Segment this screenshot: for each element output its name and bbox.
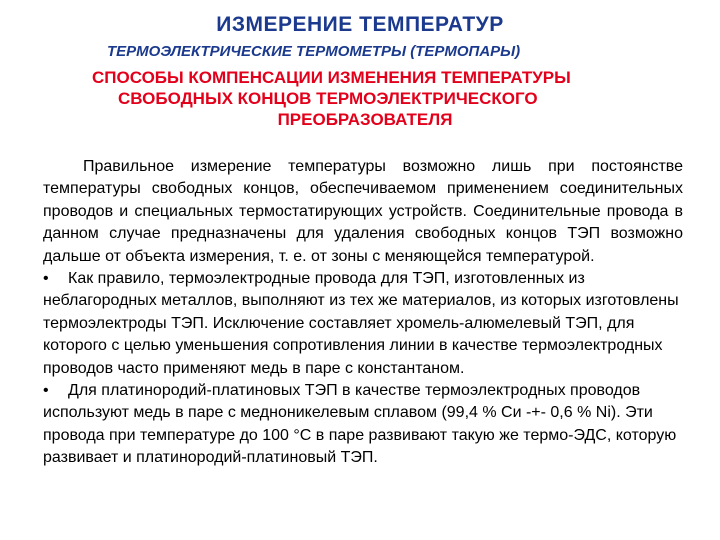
slide-body	[43, 156, 683, 470]
bullet-item-1	[43, 268, 683, 380]
section-heading-line-2: СВОБОДНЫХ КОНЦОВ ТЕРМОЭЛЕКТРИЧЕСКОГО	[118, 89, 538, 108]
section-heading-line-1: СПОСОБЫ КОМПЕНСАЦИИ ИЗМЕНЕНИЯ ТЕМПЕРАТУРЫ	[92, 68, 571, 87]
bullet-text-2: Для платинородий-платиновых ТЭП в качестве термоэлектродных проводов используют медь в паре с медноникелевым сплавом (99,4 % Си -+- 0,6 % Ni). Эти провода при температуре до 100 °С в паре развивают такую же термо-ЭДС, которую развивает и платинородий-платиновый ТЭП.	[43, 382, 677, 467]
slide-subtitle: ТЕРМОЭЛЕКТРИЧЕСКИЕ ТЕРМОМЕТРЫ (ТЕРМОПАРЫ)	[107, 43, 521, 60]
bullet-mark: •	[43, 270, 49, 288]
bullet-mark: •	[43, 382, 49, 400]
bullet-text-1: Как правило, термоэлектродные провода для ТЭП, изготовленных из неблагородных металлов, выполняют из тех же материалов, из которых изготовлены термоэлектроды ТЭП. Исключение составляет хромель-алюмелевый ТЭП, для которого с целью уменьшения сопротивления линии в качестве термоэлектродных проводов часто применяют медь в паре с константаном.	[43, 270, 679, 377]
bullet-item-2	[43, 380, 683, 470]
section-heading	[0, 67, 720, 130]
intro-paragraph: Правильное измерение температуры возможно лишь при постоянстве температуры свободных концов, обеспечиваемом применением соединительных проводов и специальных термостатирующих устройств. Соединительные провода в данном случае предназначены для удаления свободных концов ТЭП возможно дальше от объекта измерения, т. е. от зоны с меняющейся температурой.	[43, 158, 683, 265]
slide-title: ИЗМЕРЕНИЕ ТЕМПЕРАТУР	[216, 13, 504, 36]
section-heading-line-3: ПРЕОБРАЗОВАТЕЛЯ	[277, 110, 453, 129]
